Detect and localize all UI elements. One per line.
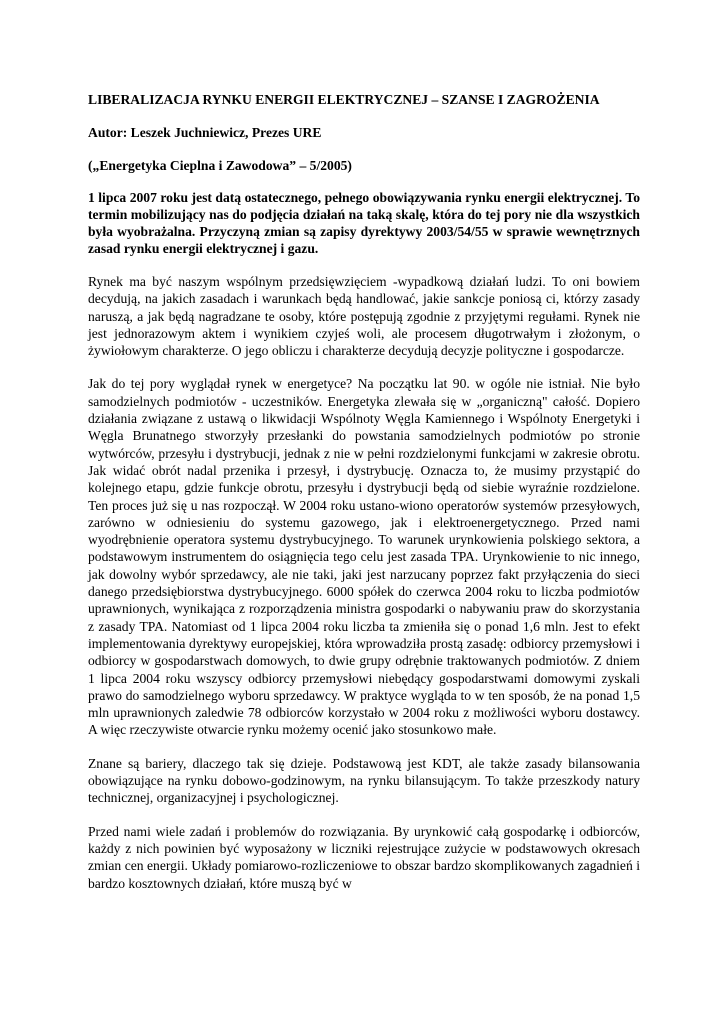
- lead-paragraph: 1 lipca 2007 roku jest datą ostatecznego, pełnego obowiązywania rynku energii elektrycznej. To termin mobilizujący nas do podjęcia działań na taką skalę, która do tej pory nie dla wszystkich była wyobrażalna. Przyczyną zmian są zapisy dyrektywy 2003/54/55 w sprawie wewnętrznych zasad rynku energii elektrycznej i gazu.: [88, 190, 640, 256]
- body-paragraph: Przed nami wiele zadań i problemów do rozwiązania. By urynkowić całą gospodarkę i odbiorców, każdy z nich powinien być wyposażony w liczniki rejestrujące zużycie w podstawowych okresach zmian cen energii. Układy pomiarowo-rozliczeniowe to obszar bardzo skomplikowanych zagadnień i bardzo kosztownych działań, które muszą być w: [88, 823, 640, 891]
- body-paragraph: Jak do tej pory wyglądał rynek w energetyce? Na początku lat 90. w ogóle nie istniał. Nie było samodzielnych podmiotów - uczestników. Energetyka zlewała się w „organiczną" całość. Dopiero działania związane z ustawą o likwidacji Wspólnoty Węgla Kamiennego i Wspólnoty Energetyki i Węgla Brunatnego stworzyły przesłanki do powstania samodzielnych podmiotów po stronie wytwórców, przesyłu i dystrybucji, jednak z nie w pełni rozdzielonymi funkcjami w zakresie obrotu. Jak widać obrót nadal przenika i przesył, i dystrybucję. Oznacza to, że musimy przystąpić do kolejnego etapu, gdzie funkcje obrotu, przesyłu i dystrybucji będą od siebie wyraźnie rozdzielone. Ten proces już się u nas rozpoczął. W 2004 roku ustano-wiono operatorów systemów przesyłowych, zarówno w odniesieniu do systemu gazowego, jak i elektroenergetycznego. Przed nami wyodrębnienie operatora systemu dystrybucyjnego. To warunek urynkowienia polskiego sektora, a podstawowym instrumentem do osiągnięcia tego celu jest zasada TPA. Urynkowienie to nic innego, jak dowolny wybór sprzedawcy, ale nie taki, jaki jest narzucany poprzez fakt przyłączenia do sieci danego przedsiębiorstwa dystrybucyjnego. 6000 spółek do czerwca 2004 roku to liczba podmiotów uprawnionych, wynikająca z rozporządzenia ministra gospodarki o nabywaniu praw do skorzystania z zasady TPA. Natomiast od 1 lipca 2004 roku liczba ta zmieniła się o ponad 1,6 mln. Jest to efekt implementowania dyrektywy europejskiej, która wprowadziła prostą zasadę: odbiorcy przemysłowi i odbiorcy w gospodarstwach domowych, to dwie grupy odrębnie traktowanych podmiotów. Z dniem 1 lipca 2004 roku wszyscy odbiorcy przemysłowi niebędący gospodarstwami domowymi zyskali prawo do samodzielnego wyboru sprzedawcy. W praktyce wygląda to w ten sposób, że na ponad 1,5 mln uprawnionych zaledwie 78 odbiorców korzystało w 2004 roku z możliwości wyboru dostawcy. A więc rzeczywiste otwarcie rynku możemy ocenić jako stosunkowo małe.: [88, 376, 640, 738]
- document-author: Autor: Leszek Juchniewicz, Prezes URE: [88, 125, 322, 140]
- body-paragraph: Znane są bariery, dlaczego tak się dzieje. Podstawową jest KDT, ale także zasady bilansowania obowiązujące na rynku dobowo-godzinowym, na rynku bilansującym. To także przeszkody natury technicznej, organizacyjnej i psychologicznej.: [88, 755, 640, 806]
- document-page: [88, 91, 640, 892]
- document-source: („Energetyka Cieplna i Zawodowa” – 5/2005): [88, 158, 352, 173]
- body-paragraph: Rynek ma być naszym wspólnym przedsięwzięciem -wypadkową działań ludzi. To oni bowiem decydują, na jakich zasadach i warunkach będą handlować, jakie sankcje poniosą ci, którzy zasady naruszą, a jak będą nagradzane te osoby, które postępują zgodnie z przyjętymi regułami. Rynek nie jest jednorazowym aktem i wynikiem czyjeś woli, ale procesem długotrwałym i złożonym, o żywiołowym charakterze. O jego obliczu i charakterze decydują decyzje polityczne i gospodarcze.: [88, 274, 640, 359]
- document-title: LIBERALIZACJA RYNKU ENERGII ELEKTRYCZNEJ – SZANSE I ZAGROŻENIA: [88, 92, 600, 107]
